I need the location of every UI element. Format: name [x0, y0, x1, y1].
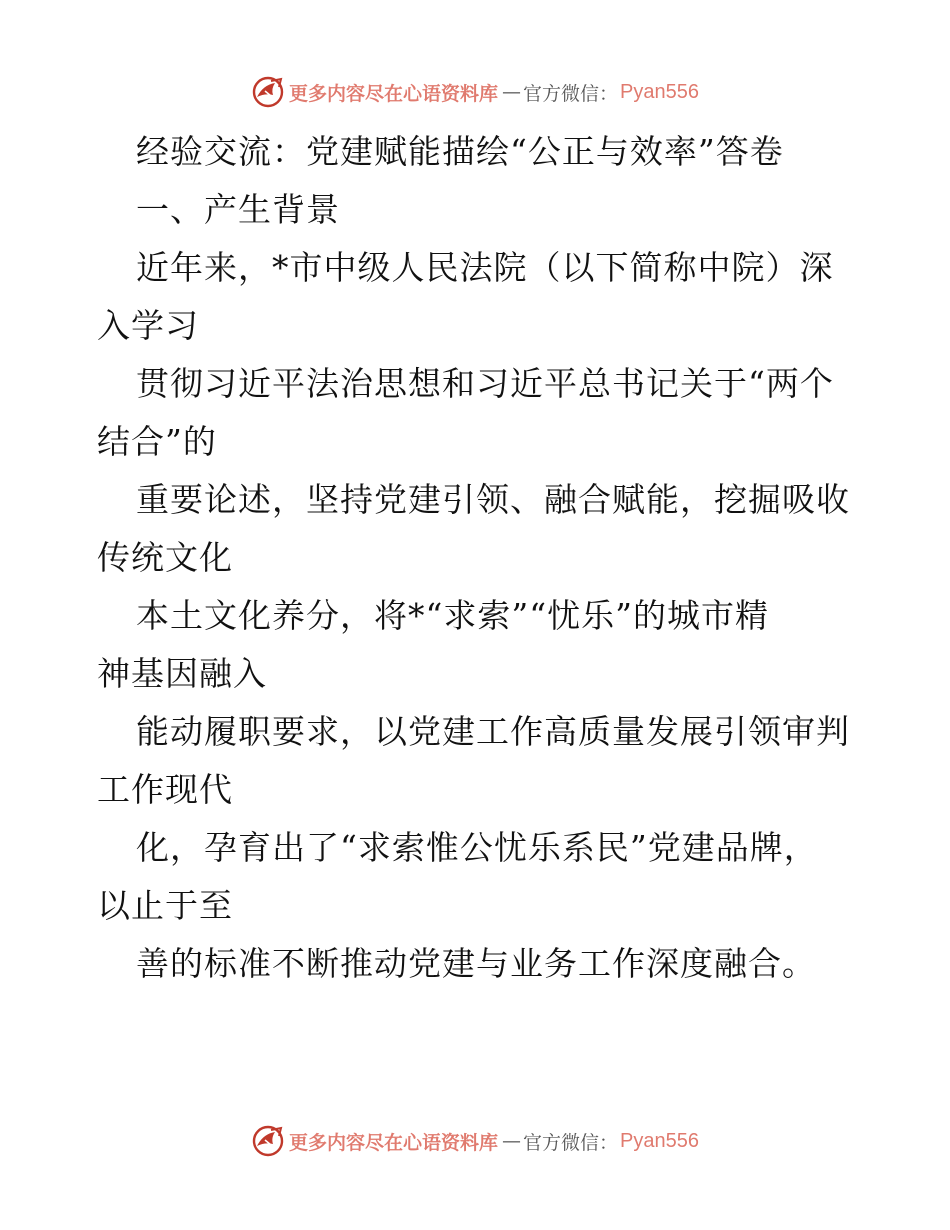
header-watermark-banner: [0, 72, 950, 112]
document-title: 经验交流：党建赋能描绘“公正与效率”答卷: [136, 132, 784, 171]
paragraph-line: 重要论述，坚持党建引领、融合赋能，挖掘吸收: [136, 480, 850, 519]
paragraph-line: 近年来，*市中级人民法院（以下简称中院）深: [136, 248, 834, 287]
banner-wechat-id: Pyan556: [620, 1129, 699, 1152]
banner-wechat-id: Pyan556: [620, 80, 699, 103]
pen-nib-logo-icon: [251, 1124, 285, 1158]
footer-watermark-banner: [0, 1121, 950, 1161]
paragraph-line: 工作现代: [97, 770, 233, 809]
banner-wechat-label: 官方微信：: [523, 1131, 619, 1154]
banner-separator: —: [502, 1130, 522, 1152]
section-heading: 一、产生背景: [136, 190, 340, 229]
document-body: [97, 123, 867, 993]
paragraph-line: 贯彻习近平法治思想和习近平总书记关于“两个: [136, 364, 834, 403]
paragraph-line: 传统文化: [97, 538, 233, 577]
paragraph-line: 善的标准不断推动党建与业务工作深度融合。: [136, 944, 816, 983]
banner-main-text: 更多内容尽在心语资料库: [289, 82, 499, 105]
banner-main-text: 更多内容尽在心语资料库: [289, 1131, 499, 1154]
paragraph-line: 化，孕育出了“求索惟公忧乐系民”党建品牌，: [136, 828, 818, 867]
paragraph-line: 能动履职要求，以党建工作高质量发展引领审判: [136, 712, 850, 751]
paragraph-line: 以止于至: [97, 886, 233, 925]
paragraph-line: 本土文化养分，将*“求索”“忧乐”的城市精: [136, 596, 769, 635]
pen-nib-logo-icon: [251, 75, 285, 109]
paragraph-line: 神基因融入: [97, 654, 267, 693]
paragraph-line: 入学习: [97, 306, 199, 345]
paragraph-line: 结合”的: [97, 422, 217, 461]
banner-separator: —: [502, 81, 522, 103]
banner-wechat-label: 官方微信：: [523, 82, 619, 105]
